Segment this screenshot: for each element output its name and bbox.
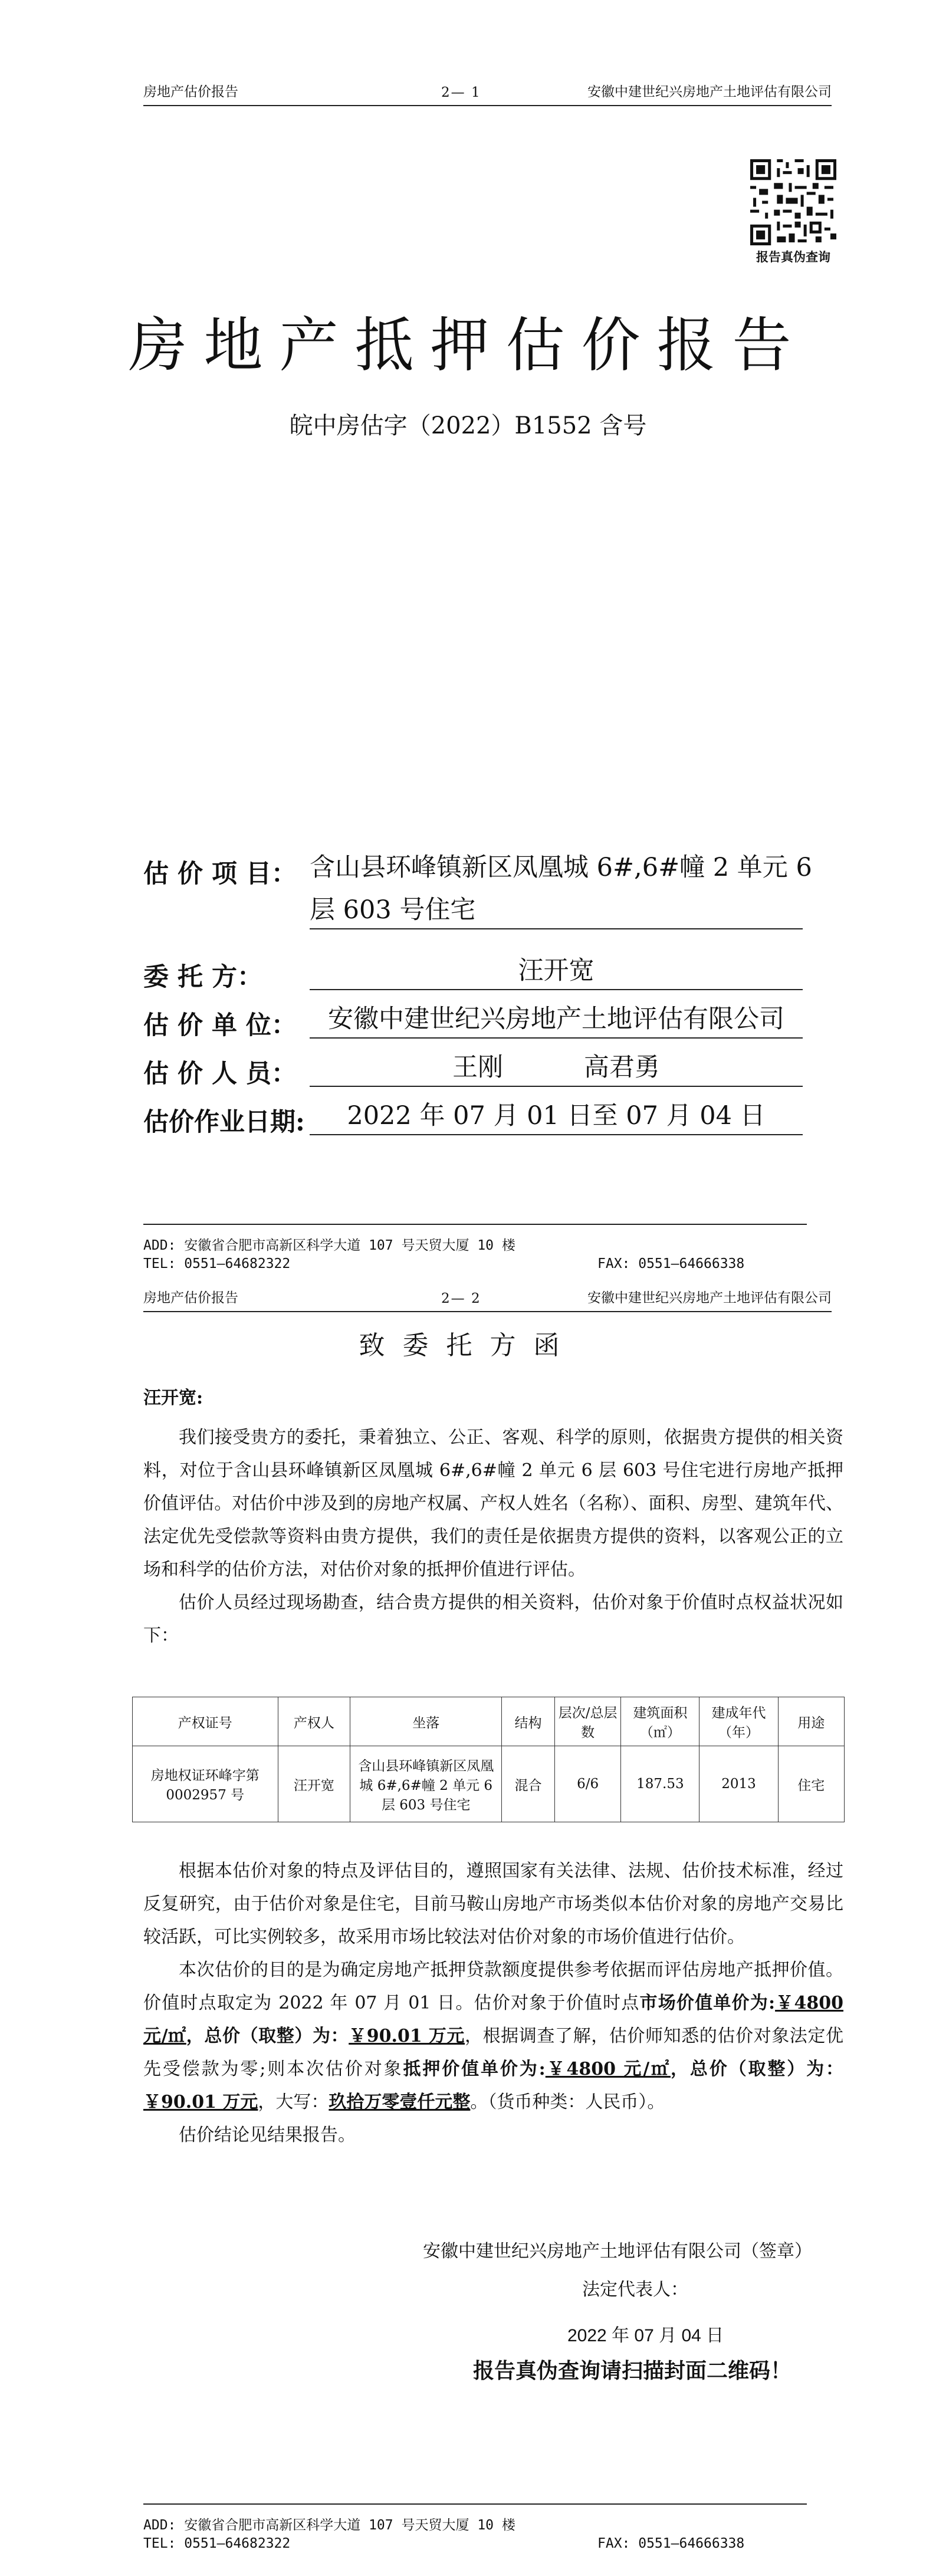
footer-address: ADD: 安徽省合肥市高新区科学大道 107 号天贸大厦 10 楼 — [143, 2518, 515, 2533]
salutation: 汪开宽: — [143, 1388, 203, 1408]
footer-address: ADD: 安徽省合肥市高新区科学大道 107 号天贸大厦 10 楼 — [143, 1238, 515, 1253]
page-header — [143, 81, 832, 106]
date-label: 估价作业日期: — [143, 1108, 305, 1137]
cell-cert-no: 房地权证环峰字第 0002957 号 — [133, 1746, 278, 1822]
p4-market-total: ￥90.01 万元 — [349, 2026, 465, 2046]
legal-representative: 法定代表人： — [582, 2279, 688, 2300]
footer-tel: TEL: 0551—64682322 — [143, 1256, 291, 1271]
table-row — [133, 1746, 845, 1822]
property-table — [132, 1697, 845, 1822]
cell-owner: 汪开宽 — [278, 1746, 350, 1822]
company-signature: 安徽中建世纪兴房地产土地评估有限公司（签章） — [423, 2241, 812, 2262]
p4-mortgage-unit-price: ￥4800 元/㎡ — [545, 2059, 671, 2079]
verify-note: 报告真伪查询请扫描封面二维码！ — [473, 2358, 792, 2383]
table-header-row — [133, 1697, 845, 1746]
footer-fax: FAX: 0551—64666338 — [597, 1256, 745, 1271]
col-structure: 结构 — [502, 1697, 555, 1746]
p4-market-unit-label: 市场价值单价为: — [639, 1993, 776, 2013]
paragraph-5: 估价结论见结果报告。 — [179, 2125, 356, 2145]
project-label: 估 价 项 目： — [143, 859, 297, 889]
col-location: 坐落 — [350, 1697, 502, 1746]
letter-title: 致委托方函 — [359, 1330, 577, 1361]
col-floor: 层次/总层数 — [554, 1697, 620, 1746]
unit-value: 安徽中建世纪兴房地产土地评估有限公司 — [310, 1001, 803, 1039]
client-label: 委 托 方： — [143, 962, 262, 992]
report-title: 房地产抵押估价报告 — [128, 311, 808, 380]
col-cert-no: 产权证号 — [133, 1697, 278, 1746]
p4-text-k: ，大写： — [258, 2092, 329, 2112]
col-area: 建筑面积（㎡） — [621, 1697, 699, 1746]
header-company: 安徽中建世纪兴房地产土地评估有限公司 — [587, 1290, 832, 1306]
letter-body-top — [143, 1421, 843, 1652]
project-line2: 层 603 号住宅 — [310, 892, 803, 929]
p4-text-f: ，根据调查了解，估价师知悉的估价对象法定优先受偿款为零;则本次估价对象 — [143, 2026, 844, 2079]
cell-location: 含山县环峰镇新区凤凰城 6#,6#幢 2 单元 6 层 603 号住宅 — [350, 1746, 502, 1822]
col-year: 建成年代（年） — [699, 1697, 778, 1746]
col-usage: 用途 — [778, 1697, 845, 1746]
p4-mortgage-total: ￥90.01 万元 — [143, 2092, 258, 2112]
p4-amount-in-words: 玖拾万零壹仟元整 — [329, 2092, 471, 2112]
header-left: 房地产估价报告 — [143, 1290, 238, 1306]
cell-area: 187.53 — [621, 1746, 699, 1822]
p4-market-total-label: ，总价（取整）为： — [186, 2026, 349, 2046]
p4-market-unit-price: ￥4800 元/㎡ — [143, 1993, 843, 2046]
report-number: 皖中房估字（2022）B1552 含号 — [289, 412, 647, 439]
project-line1: 含山县环峰镇新区凤凰城 6#,6#幢 2 单元 6 — [310, 853, 812, 882]
footer-tel: TEL: 0551—64682322 — [143, 2536, 291, 2551]
header-page-number: 2— 1 — [441, 85, 481, 100]
paragraph-3: 根据本估价对象的特点及评估目的，遵照国家有关法律、法规、估价技术标准，经过反复研究，由于估价对象是住宅，目前马鞍山房地产市场类似本估价对象的房地产交易比较活跃，可比实例较多，故采用市场比较法对估价对象的市场价值进行估价。 — [143, 1861, 843, 1947]
letter-body-bottom — [143, 1855, 843, 2152]
p4-mortgage-unit-label: 抵押价值单价为: — [403, 2059, 546, 2079]
footer-divider — [143, 1224, 807, 1225]
paragraph-1: 我们接受贵方的委托，秉着独立、公正、客观、科学的原则，依据贵方提供的相关资料，对位于含山县环峰镇新区凤凰城 6#,6#幢 2 单元 6 层 603 号住宅进行房地产抵押价值评估。对估价中涉及到的房地产权属、产权人姓名（名称）、面积、房型、建筑年代、法定优先受偿款等资料由贵方提供，我们的责任是依据贵方提供的资料，以客观公正的立场和科学的估价方法，对估价对象的抵押价值进行评估。 — [143, 1427, 843, 1580]
paragraph-4 — [143, 1954, 843, 2119]
header-left: 房地产估价报告 — [143, 84, 238, 100]
client-value: 汪开宽 — [310, 952, 803, 990]
footer-fax: FAX: 0551—64666338 — [597, 2536, 745, 2551]
staff-label: 估 价 人 员： — [143, 1059, 297, 1089]
cell-structure: 混合 — [502, 1746, 555, 1822]
date-value: 2022 年 07 月 01 日至 07 月 04 日 — [310, 1098, 803, 1135]
header-page-number: 2— 2 — [441, 1291, 481, 1306]
p4-text-m: 。（货币种类：人民币）。 — [470, 2092, 665, 2112]
p4-mortgage-total-label: ，总价（取整）为： — [670, 2059, 844, 2079]
footer-divider — [143, 2503, 807, 2505]
header-company: 安徽中建世纪兴房地产土地评估有限公司 — [587, 84, 832, 100]
col-owner: 产权人 — [278, 1697, 350, 1746]
qr-code-icon[interactable] — [750, 159, 836, 245]
cell-usage: 住宅 — [778, 1746, 845, 1822]
staff-value: 王刚 高君勇 — [310, 1049, 803, 1087]
unit-label: 估 价 单 位： — [143, 1011, 297, 1040]
cell-year: 2013 — [699, 1746, 778, 1822]
page-header — [143, 1287, 832, 1312]
p4-text-a: 本次估价的目的是为确定房地产抵押贷款额度提供参考依据而评估房地产抵押价值。价值时点取定为 2022 年 07 月 01 日。估价对象于价值时点 — [143, 1960, 843, 2013]
paragraph-2: 估价人员经过现场勘查，结合贵方提供的相关资料，估价对象于价值时点权益状况如下： — [143, 1592, 843, 1646]
sign-date: 2022 年 07 月 04 日 — [567, 2326, 724, 2345]
qr-label: 报告真伪查询 — [756, 249, 830, 264]
cell-floor: 6/6 — [554, 1746, 620, 1822]
